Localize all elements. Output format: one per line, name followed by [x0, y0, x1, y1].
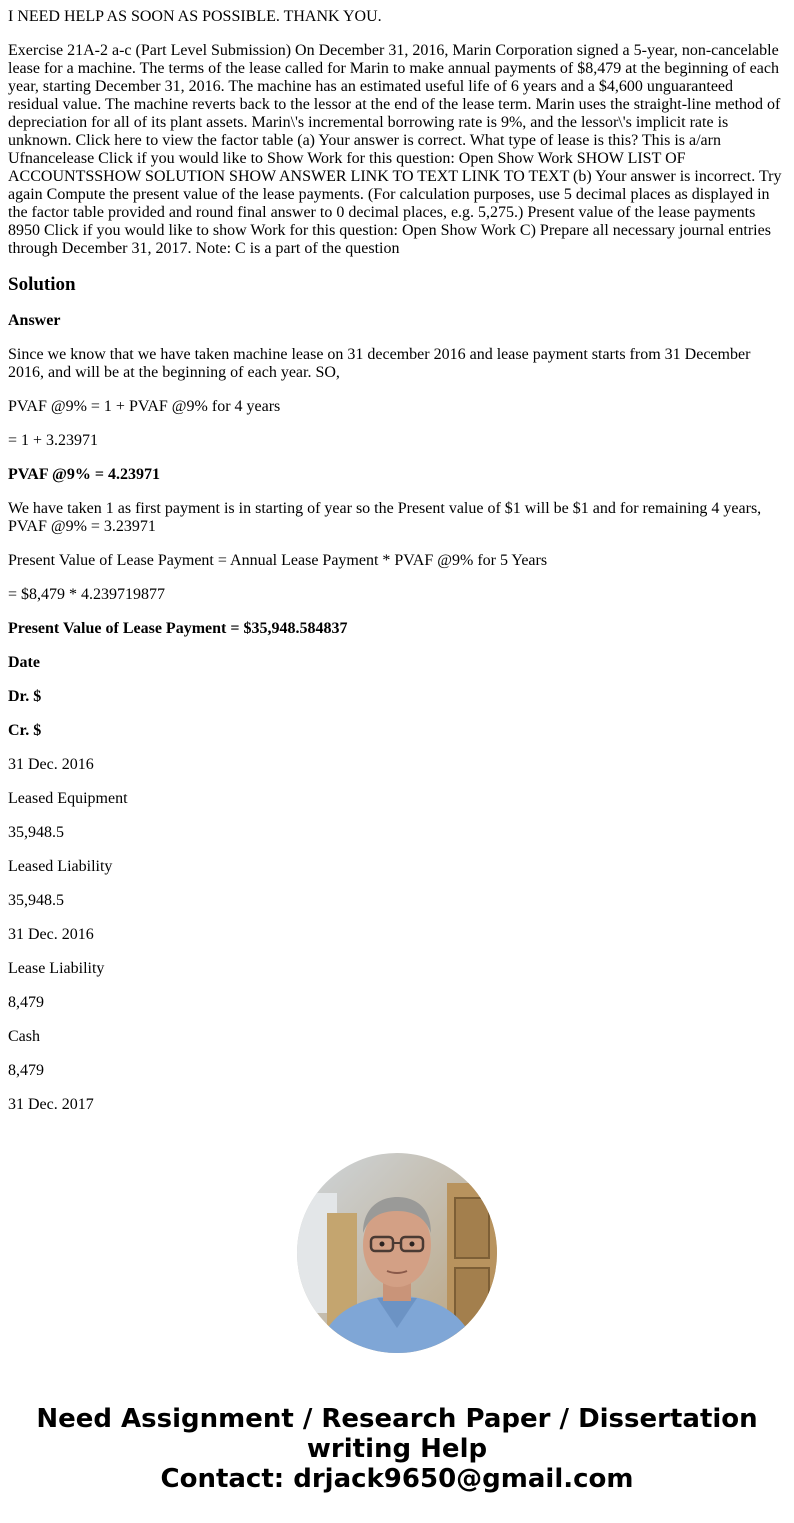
pv-result: Present Value of Lease Payment = $35,948.584837: [8, 620, 348, 637]
journal-line: Leased Liability: [8, 858, 113, 875]
promo-line-2: writing Help: [306, 1434, 488, 1464]
journal-line: 8,479: [8, 994, 44, 1011]
question-text: Exercise 21A-2 a-c (Part Level Submission) On December 31, 2016, Marin Corporation signed a 5-year, non-cancelable lease for a machine. The terms of the lease called for Marin to make annual payments of $8,479 at the beginning of each year, starting December 31, 2016. The machine has an estimated useful life of 6 years and a $4,600 unguaranteed residual value. The machine reverts back to the lessor at the end of the lease term. Marin uses the straight-line method of depreciation for all of its plant assets. Marin\'s incremental borrowing rate is 9%, and the lessor\'s implicit rate is unknown. Click here to view the factor table (a) Your answer is correct. What type of lease is this? This is a/arn Ufnancelease Click if you would like to Show Work for this question: Open Show Work SHOW LIST OF ACCOUNTSSHOW SOLUTION SHOW ANSWER LINK TO TEXT LINK TO TEXT (b) Your answer is incorrect. Try again Compute the present value of the lease payments. (For calculation purposes, use 5 decimal places as displayed in the factor table provided and round final answer to 0 decimal places, e.g. 5,275.) Present value of the lease payments 8950 Click if you would like to show Work for this question: Open Show Work C) Prepare all necessary journal entries through December 31, 2017. Note: C is a part of the question: [8, 42, 782, 257]
tutor-avatar: [297, 1153, 497, 1353]
urgent-request-text: I NEED HELP AS SOON AS POSSIBLE. THANK YOU.: [8, 8, 382, 25]
tutor-portrait-image: [297, 1153, 497, 1353]
journal-line: 31 Dec. 2016: [8, 926, 94, 943]
solution-explanation: We have taken 1 as first payment is in starting of year so the Present value of $1 will be $1 and for remaining 4 years, PVAF @9% = 3.23971: [8, 500, 762, 535]
solution-intro: Since we know that we have taken machine lease on 31 december 2016 and lease payment starts from 31 December 2016, and will be at the beginning of each year. SO,: [8, 346, 751, 381]
promo-banner: [0, 1404, 794, 1494]
journal-line: 31 Dec. 2016: [8, 756, 94, 773]
journal-line: Leased Equipment: [8, 790, 128, 807]
journal-line: Cash: [8, 1028, 40, 1045]
journal-line: 8,479: [8, 1062, 44, 1079]
pv-formula: Present Value of Lease Payment = Annual Lease Payment * PVAF @9% for 5 Years: [8, 552, 548, 569]
journal-header-credit: Cr. $: [8, 722, 42, 739]
solution-heading: Solution: [8, 274, 76, 295]
pvaf-line-2: = 1 + 3.23971: [8, 432, 99, 449]
pv-calculation: = $8,479 * 4.239719877: [8, 586, 166, 603]
journal-header-date: Date: [8, 654, 40, 671]
pvaf-result: PVAF @9% = 4.23971: [8, 466, 160, 483]
journal-header-debit: Dr. $: [8, 688, 42, 705]
journal-line: Lease Liability: [8, 960, 105, 977]
journal-line: 31 Dec. 2017: [8, 1096, 94, 1113]
promo-contact: Contact: drjack9650@gmail.com: [160, 1464, 634, 1494]
pvaf-line-1: PVAF @9% = 1 + PVAF @9% for 4 years: [8, 398, 281, 415]
answer-label: Answer: [8, 312, 61, 329]
promo-line-1: Need Assignment / Research Paper / Dissertation: [36, 1404, 758, 1434]
journal-line: 35,948.5: [8, 824, 64, 841]
journal-line: 35,948.5: [8, 892, 64, 909]
